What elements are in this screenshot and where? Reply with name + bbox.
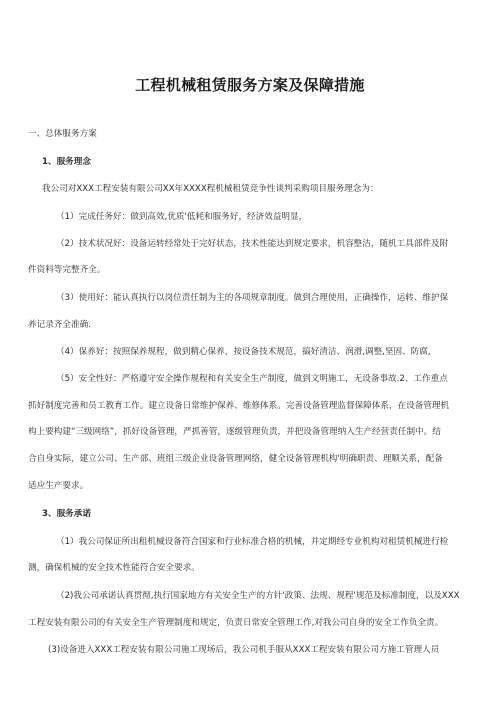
paragraph-line: 测，确保机械的安全技术性能符合安全要求。 bbox=[28, 563, 200, 573]
paragraph-line: （1）完成任务好：做到高效,优质'低耗和服务好，经济效益明显， bbox=[56, 212, 308, 222]
paragraph-line: (3)设备进入XXX工程安装有限公司施工现场后，我公司机手服从XXX工程安装有限公司方施工管理人员 bbox=[48, 645, 440, 655]
paragraph-line: （2)我公司承诺认真贯彻,执行国家地方有关安全生产的方针'政策、法规、规程'规范及标准制度，以及XXX bbox=[56, 591, 460, 601]
paragraph-line: （3）使用好：能认真执行以岗位责任制为主的各项规章制度。做到合理使用，正确操作，运转、维护保 bbox=[56, 293, 449, 303]
paragraph-line: 工程安装有限公司的有关安全生产管理制度和规定，负责日常安全管理工作,对我公司自身的安全工作负全责。 bbox=[28, 618, 444, 628]
paragraph-line: 合自身实际，建立公司、生产部、班组三级企业设备管理网络，健全设备管理机构'明确职责、理顺关系，配备 bbox=[28, 454, 443, 464]
section-heading: 一、总体服务方案 bbox=[28, 129, 97, 139]
subsection-heading: 3、服务承诺 bbox=[42, 509, 91, 519]
paragraph-line: 养记录齐全准确. bbox=[28, 320, 91, 330]
paragraph-line: （4）保养好：按照保养规程，做到精心保养，按设备技术规范，搞好清洁、润滑,调整,坚固、防腐, bbox=[56, 347, 431, 357]
paragraph-line: 构上要构建“三级网络”，抓好设备管理，严抓善管，逐级管理负责，并把设备管理纳入生产经营责任制中。结 bbox=[28, 427, 441, 437]
document-title: 工程机械租赁服务方案及保障措施 bbox=[135, 76, 365, 94]
paragraph-line: 抓好制度完善和员工教育工作。建立设备日常维护保养、维修体系。完善设备管理监督保障体系，在设备管理机 bbox=[28, 401, 450, 411]
paragraph-line: 件资料等完整齐全。 bbox=[28, 265, 106, 275]
subsection-heading: 1、服务理念 bbox=[42, 157, 91, 167]
paragraph-line: （5）安全性好：严格遵守安全操作规程和有关安全生产制度，做到文明施工，无设备事故.2、工作重点 bbox=[56, 374, 448, 384]
paragraph-line: （2）技术状况好：设备运转经常处于完好状态，技术性能达到规定要求，机容整洁，随机工具部件及附 bbox=[56, 239, 449, 249]
paragraph-line: 适应生产要求。 bbox=[28, 481, 89, 491]
paragraph-intro: 我公司对XXX工程安装有限公司XX年XXXX程机械租赁竞争性谈判采购项目服务理念为： bbox=[42, 184, 379, 194]
paragraph-line: （1）我公司保证所出租机械设备符合国家和行业标准合格的机械，并定期经专业机构对租赁机械进行检 bbox=[56, 537, 449, 547]
